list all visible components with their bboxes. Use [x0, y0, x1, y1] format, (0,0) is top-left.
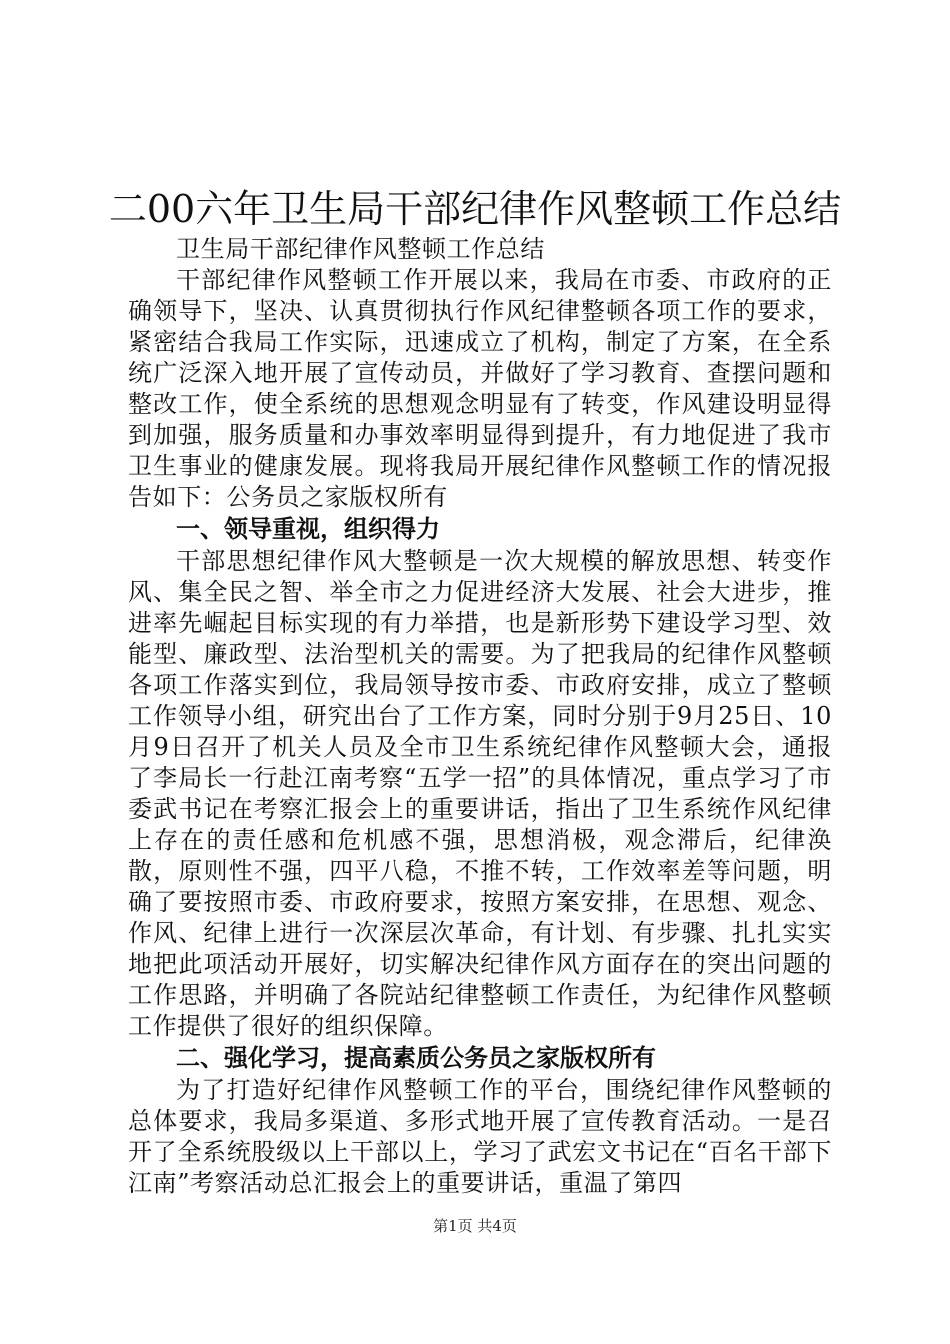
document-subtitle: 卫生局干部纪律作风整顿工作总结	[176, 235, 545, 263]
section-2-heading: 二、强化学习，提高素质公务员之家版权所有	[176, 1044, 656, 1072]
document-body	[128, 234, 832, 1199]
section-2-paragraph: 为了打造好纪律作风整顿工作的平台，围绕纪律作风整顿的总体要求，我局多渠道、多形式地开展了宣传教育活动。一是召开了全系统股级以上干部以上，学习了武宏文书记在“百名干部下江南”考察活动总汇报会上的重要讲话，重温了第四	[128, 1076, 832, 1197]
document-title: 二00六年卫生局干部纪律作风整顿工作总结	[108, 187, 842, 231]
section-1-paragraph: 干部思想纪律作风大整顿是一次大规模的解放思想、转变作风、集全民之智、举全市之力促进经济大发展、社会大进步，推进率先崛起目标实现的有力举措，也是新形势下建设学习型、效能型、廉政型、法治型机关的需要。为了把我局的纪律作风整顿各项工作落实到位，我局领导按市委、市政府安排，成立了整顿工作领导小组，研究出台了工作方案，同时分别于9月25日、10月9日召开了机关人员及全市卫生系统纪律作风整顿大会，通报了李局长一行赴江南考察“五学一招”的具体情况，重点学习了市委武书记在考察汇报会上的重要讲话，指出了卫生系统作风纪律上存在的责任感和危机感不强，思想消极，观念滞后，纪律涣散，原则性不强，四平八稳，不推不转，工作效率差等问题，明确了要按照市委、市政府要求，按照方案安排，在思想、观念、作风、纪律上进行一次深层次革命，有计划、有步骤、扎扎实实地把此项活动开展好，切实解决纪律作风方面存在的突出问题的工作思路，并明确了各院站纪律整顿工作责任，为纪律作风整顿工作提供了很好的组织保障。	[128, 547, 832, 1040]
section-1-heading: 一、领导重视，组织得力	[176, 515, 440, 543]
intro-paragraph: 干部纪律作风整顿工作开展以来，我局在市委、市政府的正确领导下，坚决、认真贯彻执行作风纪律整顿各项工作的要求，紧密结合我局工作实际，迅速成立了机构，制定了方案，在全系统广泛深入地开展了宣传动员，并做好了学习教育、查摆问题和整改工作，使全系统的思想观念明显有了转变，作风建设明显得到加强，服务质量和办事效率明显得到提升，有力地促进了我市卫生事业的健康发展。现将我局开展纪律作风整顿工作的情况报告如下：公务员之家版权所有	[128, 266, 832, 511]
page-footer: 第1页 共4页	[433, 1217, 517, 1235]
